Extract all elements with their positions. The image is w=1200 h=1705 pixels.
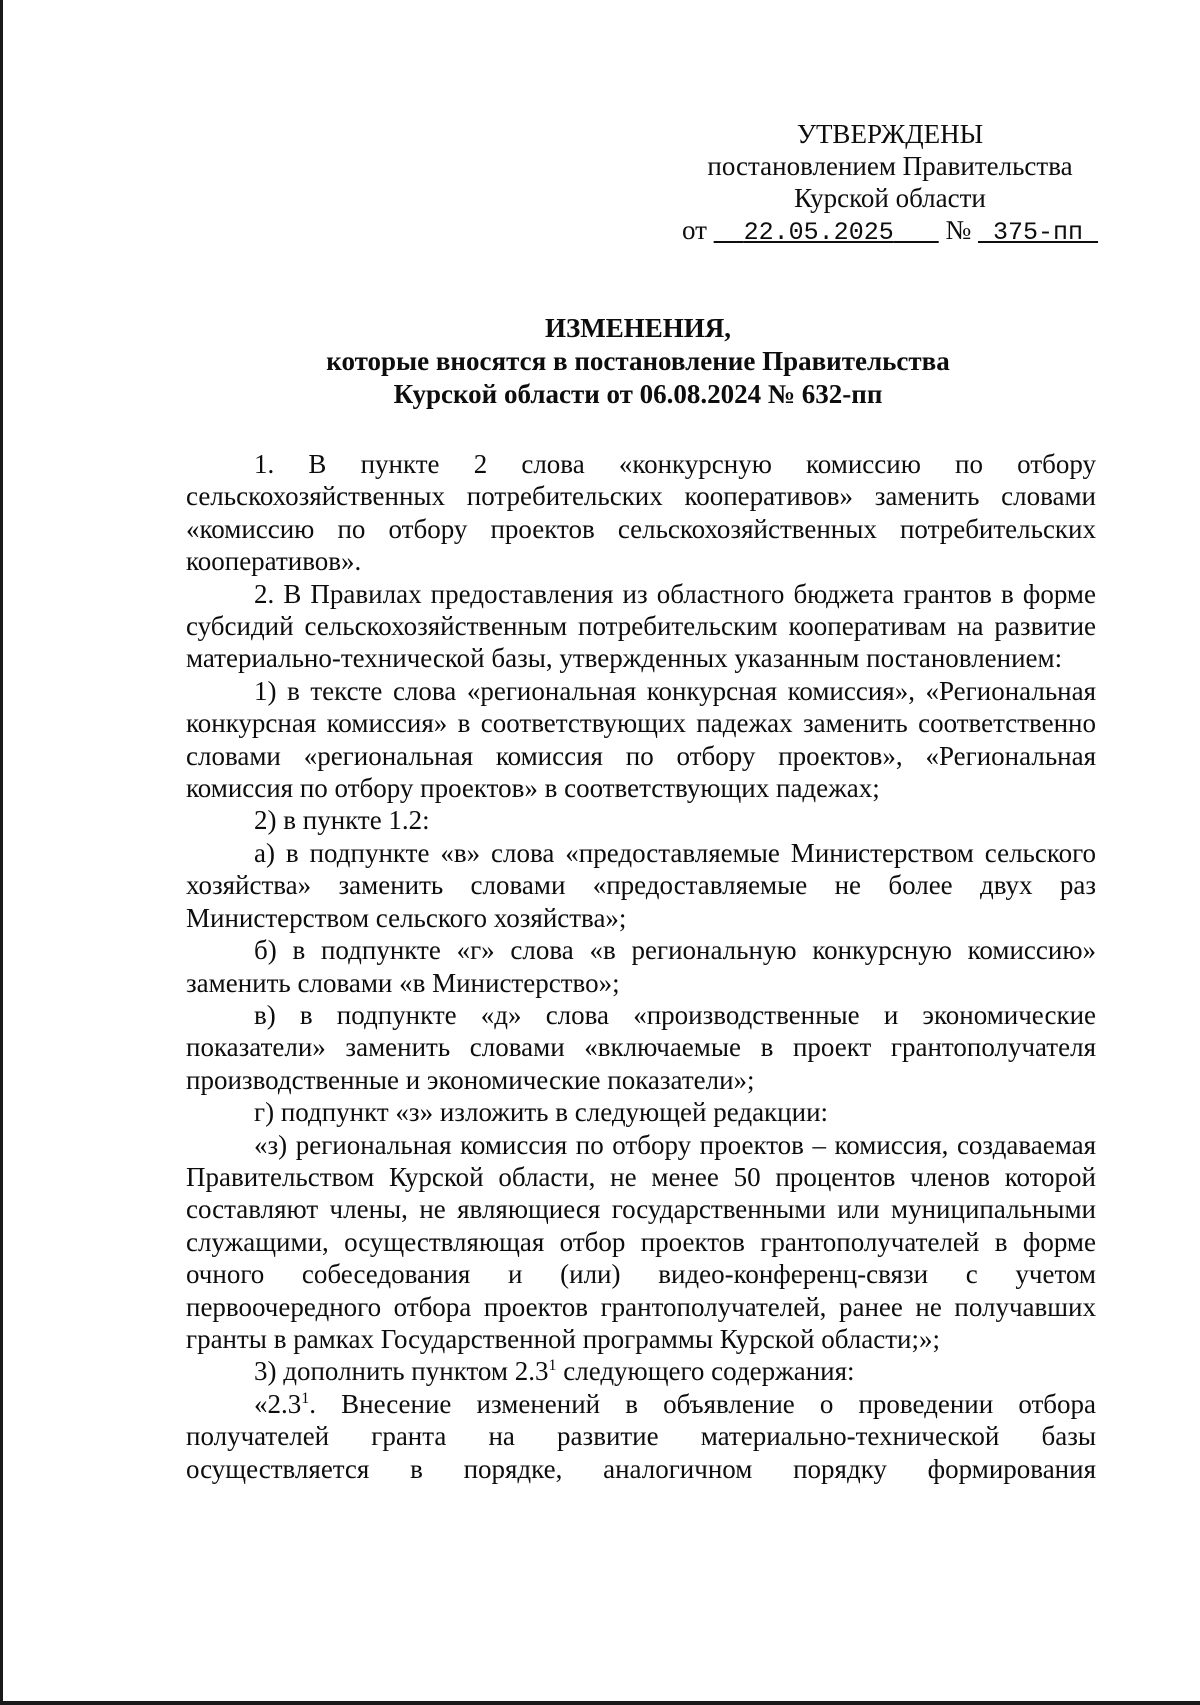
paragraph-4: 2) в пункте 1.2: (254, 805, 430, 836)
approval-number: 375-пп (993, 218, 1084, 247)
document-body (186, 448, 1096, 1485)
superscript: 1 (548, 1357, 557, 1375)
approval-line-2: Курской области (794, 183, 986, 213)
approval-line-1: постановлением Правительства (707, 151, 1073, 181)
heading-subtitle-2: Курской области от 06.08.2024 № 632-пп (393, 379, 883, 409)
paragraph-5: а) в подпункте «в» слова «предоставляемые Министерством сельского хозяйства» заменить словами «предоставляемые не более двух раз Министерством сельского хозяйства»; (186, 837, 1096, 933)
heading-title: ИЗМЕНЕНИЯ, (544, 313, 731, 343)
approval-date: 22.05.2025 (743, 218, 894, 247)
approval-stamp-block (680, 118, 1100, 249)
paragraph-11: «$2.3^1$. Внесение изменений в объявление о проведении отбора получателей гранта на развитие материально-технической базы осуществляется в порядке, аналогичном порядку формирования (186, 1388, 1096, 1484)
superscript: 1 (301, 1389, 310, 1407)
paragraph-8: г) подпункт «з» изложить в следующей редакции: (254, 1097, 829, 1128)
paragraph-1: 1. В пункте 2 слова «конкурсную комиссию по отбору сельскохозяйственных потребительских кооперативов» заменить словами «комиссию по отбору проектов сельскохозяйственных потребительских кооперативов». (186, 449, 1096, 577)
number-prefix: № (945, 215, 972, 245)
heading-subtitle-1: которые вносятся в постановление Правительства (326, 346, 950, 376)
paragraph-2: 2. В Правилах предоставления из областного бюджета грантов в форме субсидий сельскохозяйственным потребительским кооперативам на развитие материально-технической базы, утвержденных указанным постановлением: (186, 578, 1096, 674)
paragraph-9: «з) региональная комиссия по отбору проектов – комиссия, создаваемая Правительством Курской области, не менее 50 процентов членов которой составляют члены, не являющиеся государственными или муниципальными служащими, осуществляющая отбор проектов грантополучателей в форме очного собеседования и (или) видео-конференц-связи с учетом первоочередного отбора проектов грантополучателей, ранее не получавших гранты в рамках Государственной программы Курской области;»; (186, 1129, 1096, 1354)
paragraph-7: в) в подпункте «д» слова «производственные и экономические показатели» заменить словами «включаемые в проект грантополучателя производственные и экономические показатели»; (186, 999, 1096, 1095)
document-heading (150, 312, 1126, 411)
paragraph-6: б) в подпункте «г» слова «в региональную конкурсную комиссию» заменить словами «в Министерство»; (186, 935, 1096, 998)
paragraph-10: 3) дополнить пунктом $2.3^1$ следующего содержания: (254, 1356, 855, 1387)
paragraph-3: 1) в тексте слова «региональная конкурсная комиссия», «Региональная конкурсная комиссия» в соответствующих падежах заменить соответственно словами «региональная комиссия по отбору проектов», «Региональная комиссия по отбору проектов» в соответствующих падежах; (186, 675, 1096, 804)
scan-border-left (0, 0, 3, 1705)
approval-title: УТВЕРЖДЕНЫ (796, 119, 984, 149)
date-prefix: от (681, 215, 707, 245)
scan-border-bottom (0, 1701, 1200, 1705)
approval-date-line (680, 214, 1100, 249)
